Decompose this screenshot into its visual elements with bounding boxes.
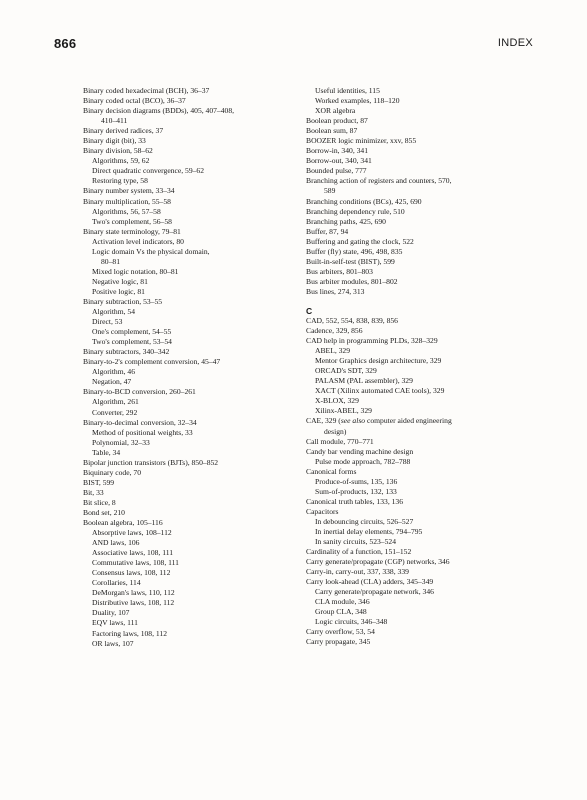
index-entry: Carry generate/propagate (CGP) networks, 346 <box>306 557 450 567</box>
index-subentry: Corollaries, 114 <box>92 578 141 588</box>
index-entry: Buffer, 87, 94 <box>306 226 349 236</box>
index-entry: Binary state terminology, 79–81 <box>83 226 181 236</box>
index-entry: Bus lines, 274, 313 <box>306 286 365 296</box>
index-subentry: Logic circuits, 346–348 <box>315 617 388 627</box>
index-entry: Bus arbiter modules, 801–802 <box>306 276 398 286</box>
index-subentry: Positive logic, 81 <box>92 286 145 296</box>
index-subentry: PALASM (PAL assembler), 329 <box>315 376 413 386</box>
index-entry: Carry look-ahead (CLA) adders, 345–349 <box>306 577 434 587</box>
index-subentry: Algorithm, 54 <box>92 307 136 317</box>
index-subentry: Mentor Graphics design architecture, 329 <box>315 356 442 366</box>
index-column-right <box>306 86 548 648</box>
index-entry: Binary decision diagrams (BDDs), 405, 407–408, <box>83 106 235 116</box>
index-subentry: Xilinx-ABEL, 329 <box>315 406 372 416</box>
index-subentry: Negative logic, 81 <box>92 276 148 286</box>
index-subentry: Distributive laws, 108, 112 <box>92 598 175 608</box>
index-entry: Buffering and gating the clock, 522 <box>306 236 414 246</box>
index-entry: Branching conditions (BCs), 425, 690 <box>306 196 422 206</box>
index-subentry: One's complement, 54–55 <box>92 327 172 337</box>
index-entry: CAD, 552, 554, 838, 839, 856 <box>306 315 398 325</box>
index-entry: BOOZER logic minimizer, xxv, 855 <box>306 136 417 146</box>
index-subentry: Table, 34 <box>92 447 121 457</box>
index-subentry: XACT (Xilinx automated CAE tools), 329 <box>315 386 445 396</box>
index-entry: Binary derived radices, 37 <box>83 126 164 136</box>
index-subentry: In sanity circuits, 523–524 <box>315 537 396 547</box>
index-subentry: In debouncing circuits, 526–527 <box>315 516 414 526</box>
index-entry-continuation: 589 <box>324 186 336 196</box>
index-subentry: Direct quadratic convergence, 59–62 <box>92 166 205 176</box>
index-entry: Borrow-in, 340, 341 <box>306 146 369 156</box>
index-entry: Built-in-self-test (BIST), 599 <box>306 256 395 266</box>
index-subentry: Commutative laws, 108, 111 <box>92 558 179 568</box>
index-subentry: Two's complement, 53–54 <box>92 337 172 347</box>
index-subentry: Algorithm, 261 <box>92 397 139 407</box>
index-entry: CAD help in programming PLDs, 328–329 <box>306 336 438 346</box>
index-entry: Call module, 770–771 <box>306 436 374 446</box>
index-subentry: Direct, 53 <box>92 317 123 327</box>
index-entry: Bounded pulse, 777 <box>306 166 367 176</box>
index-entry: Buffer (fly) state, 496, 498, 835 <box>306 246 403 256</box>
index-entry: Binary-to-decimal conversion, 32–34 <box>83 417 197 427</box>
index-subentry: Carry generate/propagate network, 346 <box>315 587 434 597</box>
index-subentry: Factoring laws, 108, 112 <box>92 628 168 638</box>
index-subentry: Algorithm, 46 <box>92 367 136 377</box>
index-entry: Canonical truth tables, 133, 136 <box>306 496 404 506</box>
index-entry: Binary multiplication, 55–58 <box>83 196 171 206</box>
index-entry: Candy bar vending machine design <box>306 446 414 456</box>
index-entry-continuation: 80–81 <box>101 256 120 266</box>
index-subentry: Pulse mode approach, 782–788 <box>315 456 411 466</box>
index-subentry: CLA module, 346 <box>315 597 370 607</box>
index-entry: Binary-to-2's complement conversion, 45–47 <box>83 357 221 367</box>
index-subentry: Mixed logic notation, 80–81 <box>92 266 179 276</box>
index-subentry: Associative laws, 108, 111 <box>92 548 174 558</box>
index-subentry: Logic domain Vs the physical domain, <box>92 246 210 256</box>
index-entry: BIST, 599 <box>83 477 115 487</box>
index-subentry: Negation, 47 <box>92 377 132 387</box>
index-entry: Binary number system, 33–34 <box>83 186 175 196</box>
index-entry: Bipolar junction transistors (BJTs), 850–852 <box>83 457 219 467</box>
index-entry: Binary-to-BCD conversion, 260–261 <box>83 387 196 397</box>
index-entry: Bus arbiters, 801–803 <box>306 266 373 276</box>
index-entry: Carry-in, carry-out, 337, 338, 339 <box>306 567 409 577</box>
index-entry: Binary subtractors, 340–342 <box>83 347 170 357</box>
index-subentry: Useful identities, 115 <box>315 86 380 95</box>
index-entry: Bond set, 210 <box>83 507 125 517</box>
index-entry: Boolean product, 87 <box>306 116 368 126</box>
index-column-left <box>83 86 313 649</box>
index-entry: Capacitors <box>306 506 339 516</box>
index-entry-continuation: 410–411 <box>101 116 128 126</box>
index-entry: Binary digit (bit), 33 <box>83 136 146 146</box>
index-entry: Bit, 33 <box>83 487 104 497</box>
index-subentry: ABEL, 329 <box>315 346 351 356</box>
index-subentry: Converter, 292 <box>92 407 138 417</box>
index-subentry: Duality, 107 <box>92 608 130 618</box>
index-subentry: Produce-of-sums, 135, 136 <box>315 476 398 486</box>
index-subentry: EQV laws, 111 <box>92 618 138 628</box>
index-entry: Borrow-out, 340, 341 <box>306 156 372 166</box>
index-subentry: Consensus laws, 108, 112 <box>92 568 171 578</box>
index-subentry: Restoring type, 58 <box>92 176 148 186</box>
index-subentry: Worked examples, 118–120 <box>315 96 400 106</box>
index-entry: Branching paths, 425, 690 <box>306 216 386 226</box>
running-head: INDEX <box>497 37 533 49</box>
index-subentry: Two's complement, 56–58 <box>92 216 172 226</box>
index-subentry: ORCAD's SDT, 329 <box>315 366 377 376</box>
index-subentry: XOR algebra <box>315 106 356 116</box>
index-subentry: OR laws, 107 <box>92 638 134 648</box>
index-subentry: AND laws, 106 <box>92 538 140 548</box>
index-subentry: Method of positional weights, 33 <box>92 427 193 437</box>
index-entry: Canonical forms <box>306 466 357 476</box>
index-entry: Boolean sum, 87 <box>306 126 358 136</box>
index-entry: Binary coded octal (BCO), 36–37 <box>83 96 186 106</box>
index-entry: Branching action of registers and counters, 570, <box>306 176 452 186</box>
index-subentry: Polynomial, 32–33 <box>92 437 150 447</box>
index-subentry: Group CLA, 348 <box>315 607 367 617</box>
index-subentry: Algorithms, 59, 62 <box>92 156 150 166</box>
index-entry: Carry propagate, 345 <box>306 637 371 647</box>
index-entry-continuation: design) <box>324 426 347 436</box>
index-subentry: DeMorgan's laws, 110, 112 <box>92 588 175 598</box>
index-subentry: Sum-of-products, 132, 133 <box>315 486 397 496</box>
index-entry: Biquinary code, 70 <box>83 467 141 477</box>
index-entry: Boolean algebra, 105–116 <box>83 518 163 528</box>
page-number: 866 <box>54 36 77 51</box>
index-subentry: In inertial delay elements, 794–795 <box>315 526 423 536</box>
index-entry: CAE, 329 (see also computer aided engineering <box>306 416 452 426</box>
index-entry: Bit slice, 8 <box>83 497 116 507</box>
index-entry: Binary division, 58–62 <box>83 146 153 156</box>
index-entry: Carry overflow, 53, 54 <box>306 627 375 637</box>
index-entry: Binary coded hexadecimal (BCH), 36–37 <box>83 86 210 95</box>
section-letter: C <box>306 305 313 316</box>
index-entry: Cadence, 329, 856 <box>306 326 363 336</box>
index-entry: Binary subtraction, 53–55 <box>83 296 163 306</box>
index-subentry: X-BLOX, 329 <box>315 396 359 406</box>
index-subentry: Absorptive laws, 108–112 <box>92 528 172 538</box>
index-subentry: Algorithms, 56, 57–58 <box>92 206 161 216</box>
index-subentry: Activation level indicators, 80 <box>92 236 184 246</box>
index-entry: Cardinality of a function, 151–152 <box>306 547 412 557</box>
index-entry: Branching dependency rule, 510 <box>306 206 405 216</box>
